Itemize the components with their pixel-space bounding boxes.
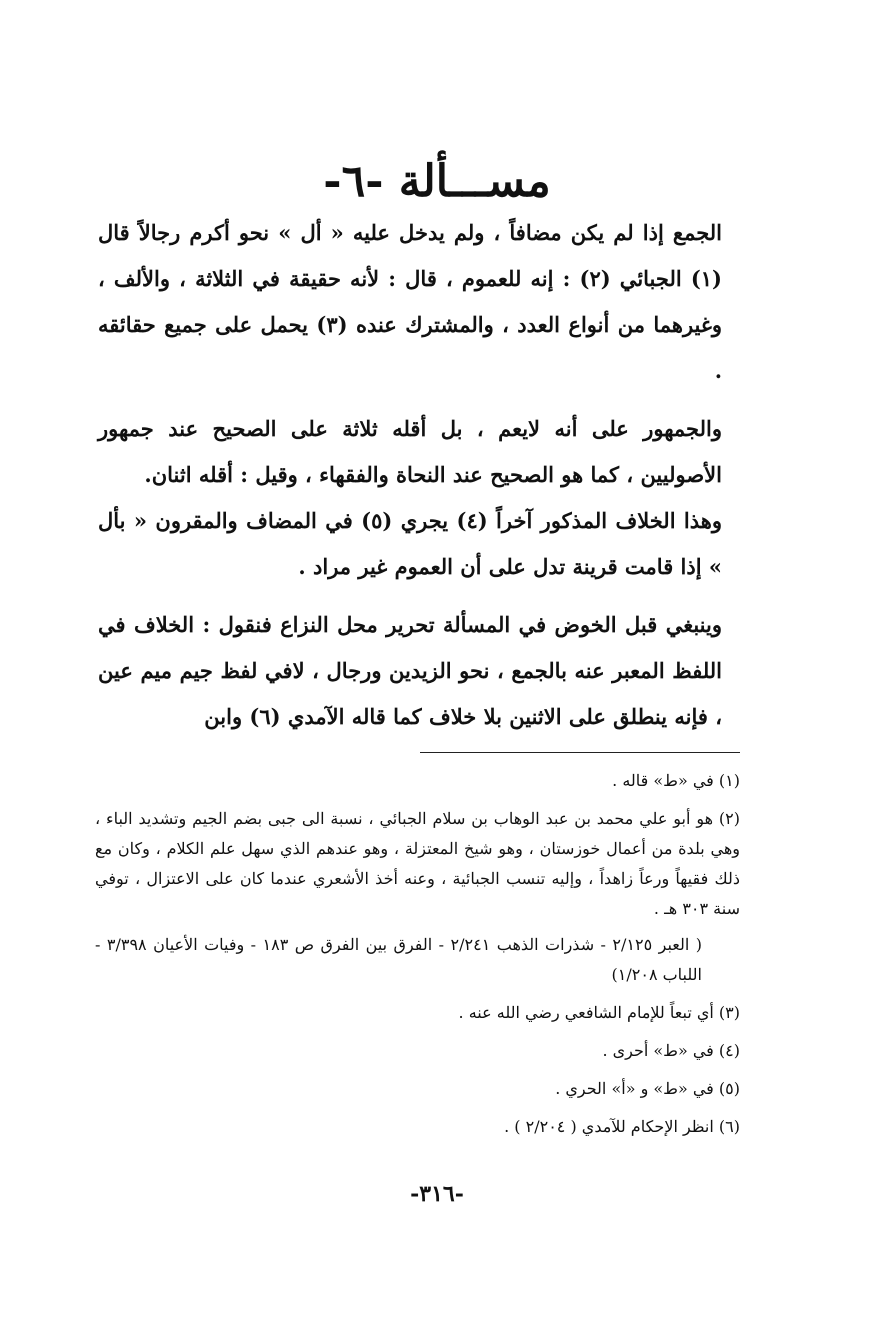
footnote-2: (٢) هو أبو علي محمد بن عبد الوهاب بن سلام الجبائي ، نسبة الى جبى بضم الجيم وتشديد الباء ، وهي بلدة من أعمال خوزستان ، وهو شيخ المعتزلة ، وهو عندهم الذي سهل علم الكلام ، وكان مع ذلك فقيهاً ورعاً زاهداً ، وإليه تنسب الجبائية ، وعنه أخذ الأشعري عندما كان على الاعتزال ، توفي سنة ٣٠٣ هـ . (95, 809, 741, 918)
main-text (98, 210, 722, 740)
footnote-separator (420, 752, 740, 753)
footnote-5: (٥) في «ط» و «أ» الحري . (555, 1079, 740, 1098)
footnote-6: (٦) انظر الإحكام للآمدي ( ٢/٢٠٤ ) . (504, 1117, 740, 1136)
paragraph-2: والجمهور على أنه لايعم ، بل أقله ثلاثة على الصحيح عند جمهور الأصوليين ، كما هو الصحيح عند النحاة والفقهاء ، وقيل : أقله اثنان. (98, 416, 722, 487)
footnote-4: (٤) في «ط» أحرى . (602, 1041, 740, 1060)
footnotes (95, 766, 740, 1150)
footnote-3: (٣) أي تبعاً للإمام الشافعي رضي الله عنه . (458, 1003, 740, 1022)
footnote-1: (١) في «ط» قاله . (612, 771, 740, 790)
paragraph-3: وهذا الخلاف المذكور آخراً (٤) يجري (٥) في المضاف والمقرون « بأل » إذا قامت قرينة تدل على أن العموم غير مراد . (98, 508, 723, 579)
footnote-2-sources: ( العبر ٢/١٢٥ - شذرات الذهب ٢/٢٤١ - الفرق بين الفرق ص ١٨٣ - وفيات الأعيان ٣/٣٩٨ - اللباب ١/٢٠٨) (95, 935, 703, 984)
paragraph-4: وينبغي قبل الخوض في المسألة تحرير محل النزاع فنقول : الخلاف في اللفظ المعبر عنه بالجمع ، نحو الزيدين ورجال ، لافي لفظ جيم ميم عين ، فإنه ينطلق على الاثنين بلا خلاف كما قاله الآمدي (٦) وابن (98, 612, 722, 729)
issue-heading: مســـألة -٦- (323, 156, 551, 207)
page-number: -٣١٦- (410, 1181, 464, 1207)
paragraph-1: الجمع إذا لم يكن مضافاً ، ولم يدخل عليه « أل » نحو أكرم رجالاً قال (١) الجبائي (٢) : إنه للعموم ، قال : لأنه حقيقة في الثلاثة ، والألف ، وغيرهما من أنواع العدد ، والمشترك عنده (٣) يحمل على جميع حقائقه . (98, 220, 722, 383)
